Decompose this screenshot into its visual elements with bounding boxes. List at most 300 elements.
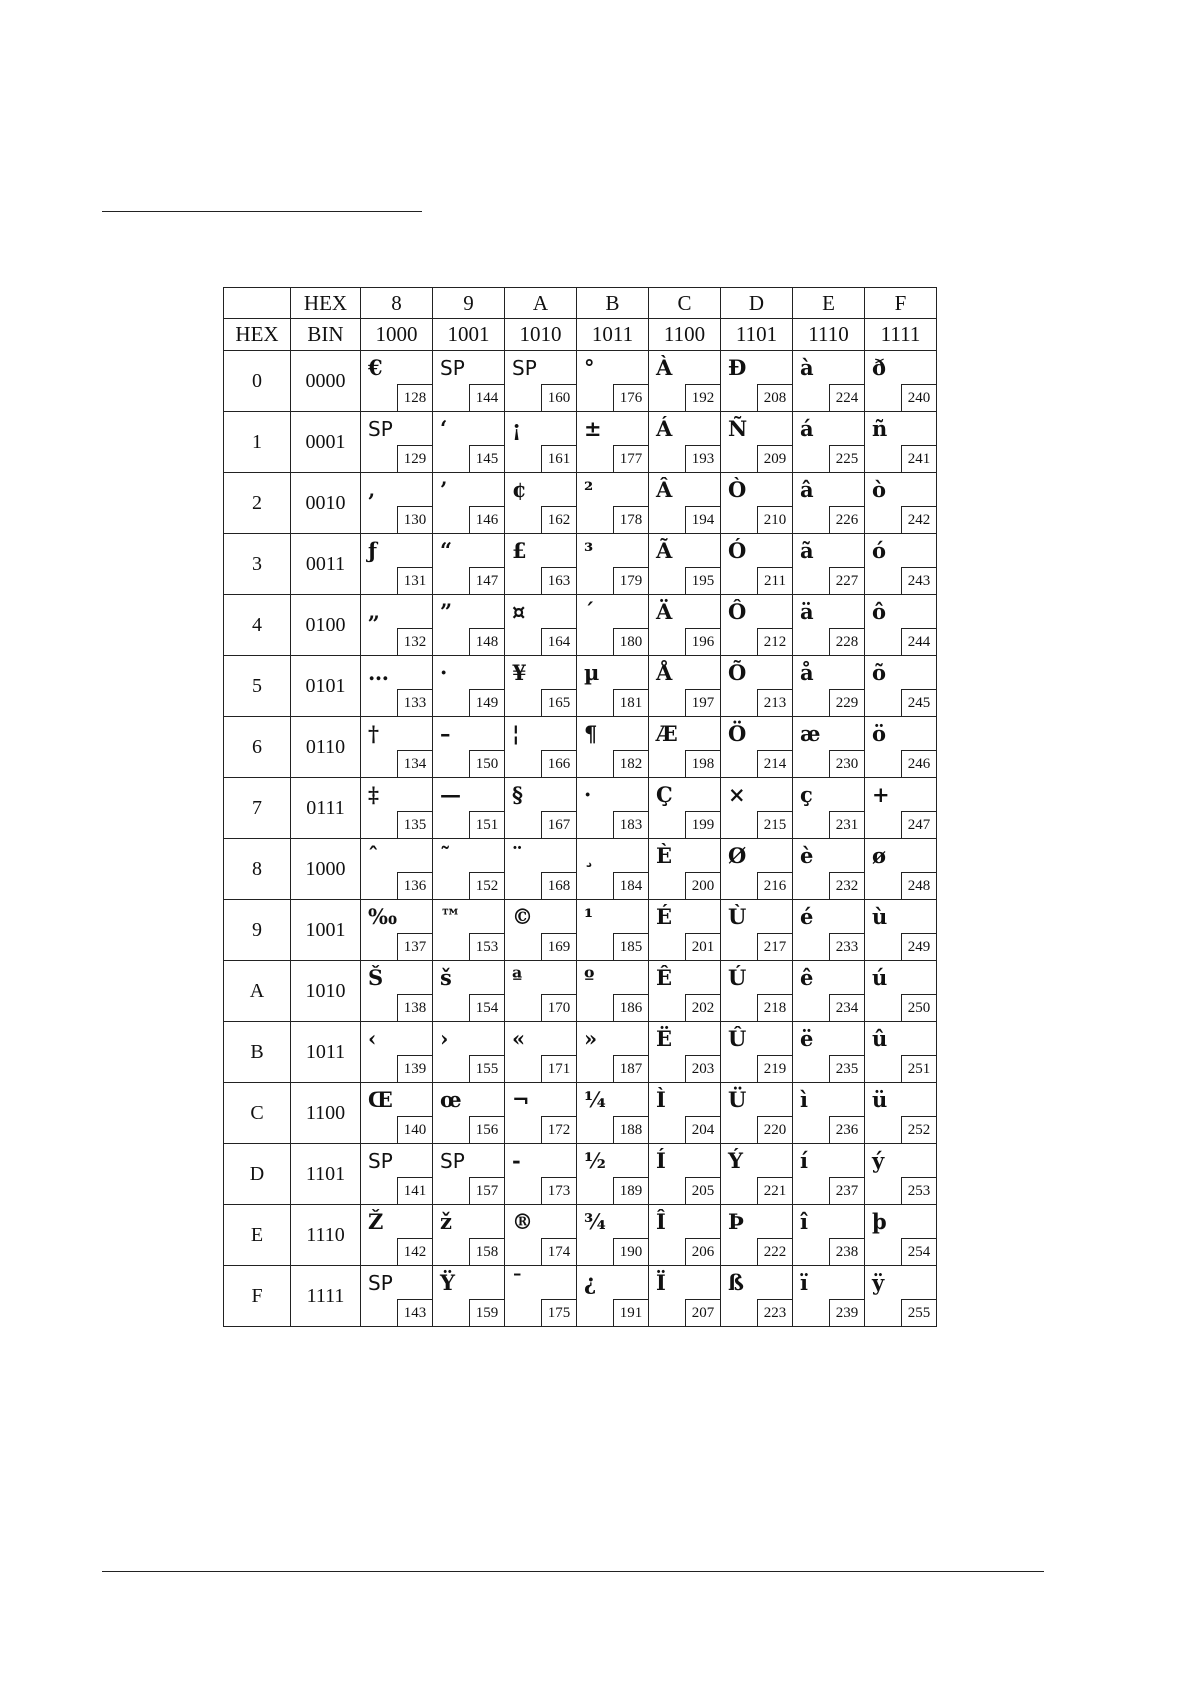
char-cell [433, 595, 505, 656]
col-hex-c: C [649, 288, 721, 319]
char-cell [505, 778, 577, 839]
char-cell [577, 839, 649, 900]
char-cell-inner [361, 412, 432, 472]
char-glyph: « [512, 1026, 526, 1051]
char-cell-inner [721, 839, 792, 899]
char-code: 178 [613, 506, 648, 533]
char-glyph: ¦ [512, 721, 520, 746]
char-glyph: ã [800, 538, 814, 563]
char-cell [865, 412, 937, 473]
char-glyph: ¸ [584, 843, 595, 868]
row-bin: 1010 [291, 961, 361, 1022]
row-hex: D [224, 1144, 291, 1205]
char-cell [505, 717, 577, 778]
char-glyph: ž [440, 1209, 452, 1234]
char-cell [577, 1266, 649, 1327]
char-cell [577, 595, 649, 656]
char-cell [649, 1144, 721, 1205]
table-row [224, 534, 937, 595]
char-glyph: Ø [728, 843, 747, 868]
char-glyph: ’ [440, 477, 448, 502]
row-hex: C [224, 1083, 291, 1144]
char-glyph: ÿ [872, 1270, 885, 1295]
char-cell-inner [361, 1022, 432, 1082]
row-hex: 4 [224, 595, 291, 656]
char-cell-inner [865, 595, 936, 655]
char-cell [577, 1083, 649, 1144]
char-cell-inner [577, 412, 648, 472]
char-code: 226 [829, 506, 864, 533]
char-glyph: Đ [728, 355, 747, 380]
char-cell-inner [433, 900, 504, 960]
char-code: 190 [613, 1238, 648, 1265]
char-code: 225 [829, 445, 864, 472]
char-cell-inner [649, 778, 720, 838]
char-glyph: ñ [872, 416, 888, 441]
char-glyph: ì [800, 1087, 808, 1112]
char-code: 249 [901, 933, 936, 960]
col-bin-c: 1100 [649, 319, 721, 351]
char-code: 161 [541, 445, 576, 472]
char-cell-inner [865, 839, 936, 899]
char-glyph: å [800, 660, 814, 685]
row-bin: 0001 [291, 412, 361, 473]
char-code: 187 [613, 1055, 648, 1082]
char-glyph: ë [800, 1026, 814, 1051]
char-cell [577, 351, 649, 412]
char-glyph: € [368, 355, 383, 380]
char-cell [361, 1266, 433, 1327]
char-glyph: — [440, 782, 461, 807]
char-code: 130 [397, 506, 432, 533]
char-cell [505, 900, 577, 961]
char-cell-inner [793, 1022, 864, 1082]
char-cell-inner [793, 656, 864, 716]
char-cell-inner [793, 900, 864, 960]
char-glyph: SP [368, 417, 393, 441]
col-hex-a: A [505, 288, 577, 319]
char-cell [505, 1144, 577, 1205]
char-code: 189 [613, 1177, 648, 1204]
char-glyph: ‡ [368, 782, 379, 807]
col-hex-d: D [721, 288, 793, 319]
char-glyph: ” [440, 599, 453, 624]
char-cell [865, 1144, 937, 1205]
char-cell-inner [577, 1205, 648, 1265]
char-cell-inner [793, 1205, 864, 1265]
char-cell [505, 839, 577, 900]
char-cell-inner [721, 900, 792, 960]
char-glyph: ü [872, 1087, 888, 1112]
char-code: 213 [757, 689, 792, 716]
char-cell-inner [505, 1022, 576, 1082]
char-cell [793, 595, 865, 656]
char-cell-inner [793, 961, 864, 1021]
char-code: 194 [685, 506, 720, 533]
char-glyph: ¶ [584, 721, 598, 746]
char-cell-inner [361, 717, 432, 777]
char-cell [577, 1144, 649, 1205]
char-cell-inner [793, 1266, 864, 1326]
char-cell [505, 1022, 577, 1083]
char-glyph: Ž [368, 1209, 384, 1234]
char-cell [505, 1205, 577, 1266]
char-cell [865, 656, 937, 717]
char-code: 153 [469, 933, 504, 960]
row-hex: F [224, 1266, 291, 1327]
char-glyph: · [584, 782, 592, 807]
char-cell-inner [577, 961, 648, 1021]
char-glyph: Å [656, 660, 673, 685]
char-code: 222 [757, 1238, 792, 1265]
char-cell [649, 595, 721, 656]
char-code: 171 [541, 1055, 576, 1082]
char-cell-inner [865, 1266, 936, 1326]
char-cell [505, 473, 577, 534]
char-cell-inner [505, 1144, 576, 1204]
char-cell [649, 839, 721, 900]
char-cell [865, 1266, 937, 1327]
char-code: 150 [469, 750, 504, 777]
row-bin: 0000 [291, 351, 361, 412]
char-glyph: ° [584, 355, 595, 380]
char-code: 134 [397, 750, 432, 777]
char-cell [433, 900, 505, 961]
char-cell-inner [793, 412, 864, 472]
char-code: 162 [541, 506, 576, 533]
char-code: 180 [613, 628, 648, 655]
row-bin: 0010 [291, 473, 361, 534]
char-code: 181 [613, 689, 648, 716]
char-cell-inner [649, 717, 720, 777]
char-code: 248 [901, 872, 936, 899]
char-glyph: ¬ [512, 1087, 530, 1112]
char-cell-inner [433, 778, 504, 838]
char-cell-inner [577, 839, 648, 899]
char-cell [649, 351, 721, 412]
char-glyph: Ë [656, 1026, 673, 1051]
char-cell [793, 839, 865, 900]
char-glyph: – [440, 721, 451, 746]
char-cell-inner [361, 1083, 432, 1143]
row-bin: 1100 [291, 1083, 361, 1144]
char-cell-inner [433, 1022, 504, 1082]
char-cell-inner [721, 473, 792, 533]
char-cell [865, 717, 937, 778]
col-bin-a: 1010 [505, 319, 577, 351]
char-code: 175 [541, 1299, 576, 1326]
char-code: 220 [757, 1116, 792, 1143]
char-glyph: ý [872, 1148, 885, 1173]
char-code: 216 [757, 872, 792, 899]
char-code: 144 [469, 384, 504, 411]
char-cell-inner [865, 351, 936, 411]
char-cell [433, 1266, 505, 1327]
char-cell-inner [721, 1266, 792, 1326]
char-cell-inner [649, 1083, 720, 1143]
row-hex: 3 [224, 534, 291, 595]
char-code: 192 [685, 384, 720, 411]
char-cell [433, 1144, 505, 1205]
char-code: 246 [901, 750, 936, 777]
char-glyph: SP [512, 356, 537, 380]
char-code: 173 [541, 1177, 576, 1204]
char-cell-inner [721, 1022, 792, 1082]
char-cell [361, 351, 433, 412]
char-glyph: Þ [728, 1209, 744, 1234]
char-code: 168 [541, 872, 576, 899]
char-cell [793, 900, 865, 961]
char-cell-inner [577, 534, 648, 594]
char-code: 146 [469, 506, 504, 533]
char-cell-inner [721, 534, 792, 594]
char-glyph: ‘ [440, 416, 448, 441]
row-bin: 1000 [291, 839, 361, 900]
char-cell-inner [433, 961, 504, 1021]
char-glyph: ² [584, 477, 594, 502]
char-code: 205 [685, 1177, 720, 1204]
char-code: 182 [613, 750, 648, 777]
char-glyph: Í [656, 1148, 666, 1173]
char-code: 239 [829, 1299, 864, 1326]
char-code: 245 [901, 689, 936, 716]
bottom-rule [102, 1571, 1044, 1572]
char-cell-inner [505, 839, 576, 899]
table-row [224, 839, 937, 900]
top-rule [102, 211, 422, 212]
char-glyph: œ [440, 1087, 462, 1112]
char-glyph: í [800, 1148, 808, 1173]
char-cell-inner [793, 1083, 864, 1143]
char-code: 129 [397, 445, 432, 472]
char-glyph: ³ [584, 538, 594, 563]
char-cell [865, 1022, 937, 1083]
char-cell [361, 1144, 433, 1205]
header-row-hex [224, 288, 937, 319]
char-code: 203 [685, 1055, 720, 1082]
char-glyph: é [800, 904, 814, 929]
char-code: 169 [541, 933, 576, 960]
char-glyph: … [368, 660, 389, 685]
char-glyph: Á [656, 416, 673, 441]
char-cell [793, 351, 865, 412]
char-code: 202 [685, 994, 720, 1021]
char-cell-inner [649, 839, 720, 899]
char-cell-inner [505, 534, 576, 594]
row-hex: 6 [224, 717, 291, 778]
char-cell-inner [433, 839, 504, 899]
char-code: 140 [397, 1116, 432, 1143]
char-code: 214 [757, 750, 792, 777]
char-cell [865, 1205, 937, 1266]
char-cell-inner [721, 595, 792, 655]
char-glyph: ä [800, 599, 814, 624]
char-code: 243 [901, 567, 936, 594]
char-code: 231 [829, 811, 864, 838]
char-cell-inner [433, 595, 504, 655]
row-bin: 1001 [291, 900, 361, 961]
header-bin-label: BIN [291, 319, 361, 351]
char-code: 250 [901, 994, 936, 1021]
char-glyph: Õ [728, 660, 747, 685]
char-code: 195 [685, 567, 720, 594]
col-bin-e: 1110 [793, 319, 865, 351]
char-glyph: à [800, 355, 814, 380]
char-cell [721, 534, 793, 595]
char-code: 196 [685, 628, 720, 655]
char-cell [361, 473, 433, 534]
char-cell-inner [721, 717, 792, 777]
char-code: 188 [613, 1116, 648, 1143]
char-code: 179 [613, 567, 648, 594]
char-code: 151 [469, 811, 504, 838]
char-glyph: ¡ [512, 416, 522, 441]
char-cell-inner [649, 534, 720, 594]
row-bin: 0110 [291, 717, 361, 778]
char-cell [721, 900, 793, 961]
char-glyph: â [800, 477, 814, 502]
char-cell [649, 412, 721, 473]
char-cell-inner [433, 656, 504, 716]
char-cell [721, 1144, 793, 1205]
char-glyph: ø [872, 843, 887, 868]
char-code: 227 [829, 567, 864, 594]
char-glyph: ô [872, 599, 887, 624]
char-code: 170 [541, 994, 576, 1021]
header-hex-label: HEX [291, 288, 361, 319]
char-glyph: õ [872, 660, 887, 685]
char-cell-inner [649, 961, 720, 1021]
char-cell-inner [361, 351, 432, 411]
corner-cell [224, 288, 291, 319]
char-glyph: Š [368, 965, 384, 990]
char-code: 212 [757, 628, 792, 655]
char-code: 251 [901, 1055, 936, 1082]
char-cell [865, 595, 937, 656]
char-code: 209 [757, 445, 792, 472]
char-glyph: è [800, 843, 814, 868]
char-glyph: É [656, 904, 673, 929]
char-glyph: ‰ [368, 904, 398, 929]
char-glyph: SP [368, 1271, 393, 1295]
char-code: 143 [397, 1299, 432, 1326]
char-glyph: „ [368, 599, 381, 624]
char-code: 148 [469, 628, 504, 655]
char-glyph: ê [800, 965, 814, 990]
row-bin: 0101 [291, 656, 361, 717]
char-cell [721, 1205, 793, 1266]
row-hex: 8 [224, 839, 291, 900]
char-code: 255 [901, 1299, 936, 1326]
char-cell-inner [649, 412, 720, 472]
char-code: 198 [685, 750, 720, 777]
col-bin-b: 1011 [577, 319, 649, 351]
table-row [224, 1083, 937, 1144]
char-glyph: À [656, 355, 673, 380]
char-cell [433, 717, 505, 778]
char-cell [865, 778, 937, 839]
char-cell-inner [649, 1022, 720, 1082]
char-cell [793, 1205, 865, 1266]
table-row [224, 412, 937, 473]
table-row [224, 900, 937, 961]
char-code: 164 [541, 628, 576, 655]
char-code: 160 [541, 384, 576, 411]
char-cell [433, 473, 505, 534]
table-row [224, 1205, 937, 1266]
char-cell-inner [649, 1266, 720, 1326]
char-cell-inner [505, 595, 576, 655]
char-cell [793, 1022, 865, 1083]
char-code: 253 [901, 1177, 936, 1204]
char-cell-inner [577, 656, 648, 716]
char-cell [721, 351, 793, 412]
char-cell [505, 1266, 577, 1327]
char-code: 174 [541, 1238, 576, 1265]
char-cell [577, 900, 649, 961]
char-cell [793, 412, 865, 473]
char-glyph: Ó [728, 538, 747, 563]
char-glyph: Ù [728, 904, 747, 929]
char-cell [577, 412, 649, 473]
char-cell [721, 778, 793, 839]
char-cell-inner [865, 717, 936, 777]
char-cell [721, 595, 793, 656]
char-cell [649, 900, 721, 961]
char-cell [577, 534, 649, 595]
char-glyph: Ý [728, 1148, 743, 1173]
char-glyph: þ [872, 1209, 887, 1234]
char-cell [649, 534, 721, 595]
char-cell [793, 717, 865, 778]
char-code: 142 [397, 1238, 432, 1265]
char-cell-inner [577, 1022, 648, 1082]
char-cell [865, 1083, 937, 1144]
char-cell [649, 1022, 721, 1083]
char-glyph: Û [728, 1026, 747, 1051]
char-code: 236 [829, 1116, 864, 1143]
col-bin-f: 1111 [865, 319, 937, 351]
char-cell [577, 778, 649, 839]
char-glyph: ¨ [512, 843, 523, 868]
char-glyph: ± [584, 416, 602, 441]
char-code: 247 [901, 811, 936, 838]
char-glyph: Ñ [728, 416, 748, 441]
char-code: 230 [829, 750, 864, 777]
char-cell-inner [577, 473, 648, 533]
char-glyph: ‚ [368, 477, 376, 502]
char-cell-inner [865, 473, 936, 533]
char-cell-inner [793, 839, 864, 899]
char-glyph: ‹ [368, 1026, 377, 1051]
char-cell-inner [433, 412, 504, 472]
char-cell [505, 351, 577, 412]
row-bin: 1011 [291, 1022, 361, 1083]
char-cell-inner [577, 1144, 648, 1204]
char-cell-inner [361, 839, 432, 899]
col-bin-8: 1000 [361, 319, 433, 351]
char-code: 235 [829, 1055, 864, 1082]
char-code: 139 [397, 1055, 432, 1082]
char-cell-inner [721, 351, 792, 411]
char-cell [361, 839, 433, 900]
char-cell-inner [361, 595, 432, 655]
char-code: 135 [397, 811, 432, 838]
char-glyph: Ä [656, 599, 673, 624]
char-cell-inner [433, 717, 504, 777]
char-cell-inner [577, 1083, 648, 1143]
char-cell-inner [361, 900, 432, 960]
